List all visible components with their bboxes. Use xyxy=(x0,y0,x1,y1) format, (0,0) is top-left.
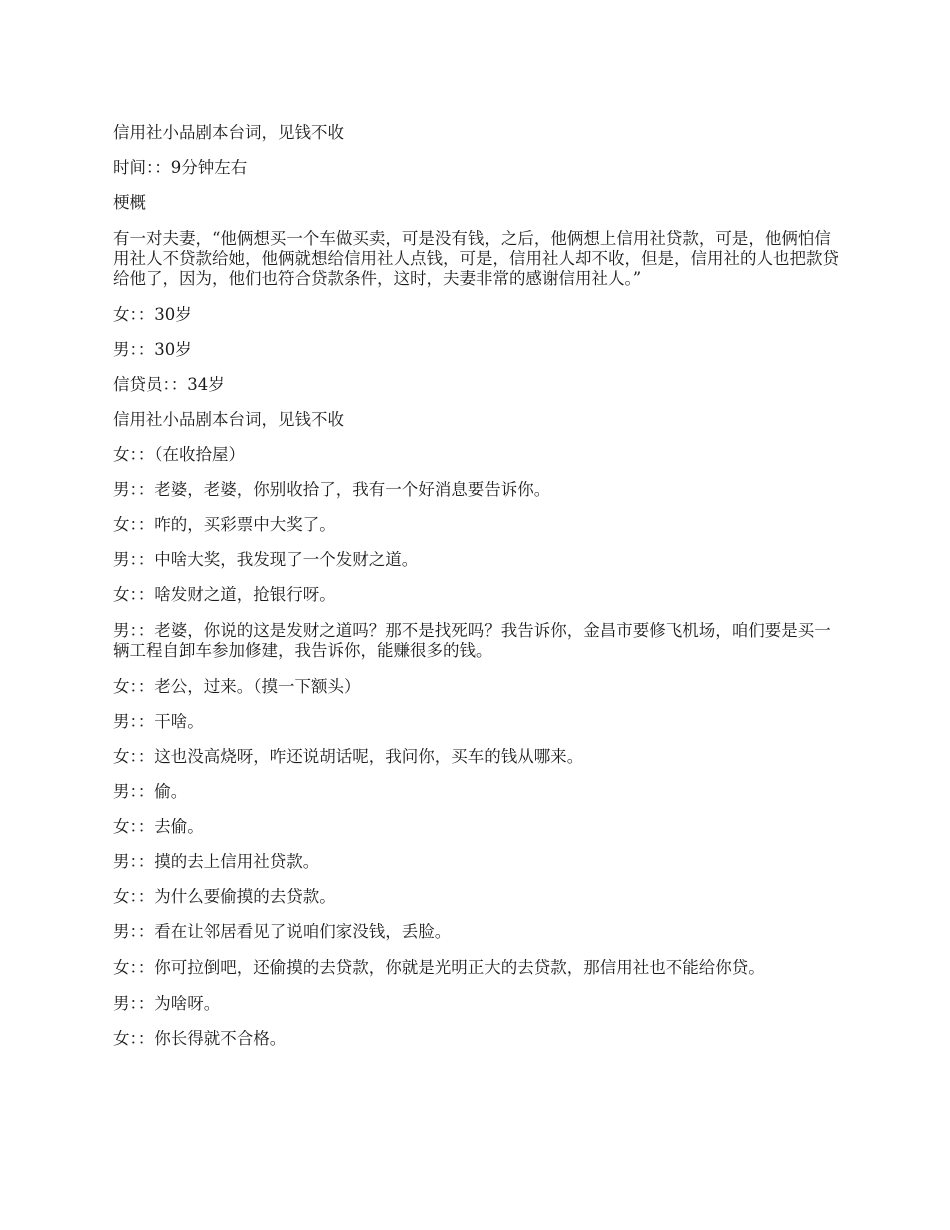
dialogue-line: 男：：老婆，老婆，你别收拾了，我有一个好消息要告诉你。 xyxy=(113,480,551,499)
dialogue-line: 女：：（在收拾屋） xyxy=(113,445,245,464)
dialogue-line: 女：：啥发财之道，抢银行呀。 xyxy=(113,585,336,604)
duration-line: 时间：：9分钟左右 xyxy=(113,158,248,177)
synopsis-text: 有一对夫妻，“他俩想买一个车做买卖，可是没有钱，之后，他俩想上信用社贷款，可是，他俩怕信用社人不贷款给她，他俩就想给信用社人点钱，可是，信用社人却不收，但是，信用社的人也把款贷给他了，因为，他们也符合贷款条件，这时，夫妻非常的感谢信用社人。” xyxy=(113,229,839,288)
dialogue-line: 男：：看在让邻居看见了说咱们家没钱，丢脸。 xyxy=(113,922,452,941)
synopsis-heading: 梗概 xyxy=(113,193,146,212)
dialogue-line: 男：：偷。 xyxy=(113,782,188,801)
cast-loan-officer: 信贷员：：34岁 xyxy=(113,375,225,394)
dialogue-line: 女：：去偷。 xyxy=(113,817,204,836)
dialogue-line: 女：：咋的，买彩票中大奖了。 xyxy=(113,515,336,534)
dialogue-line: 男：：中啥大奖，我发现了一个发财之道。 xyxy=(113,550,419,569)
script-title: 信用社小品剧本台词，见钱不收 xyxy=(113,410,344,429)
cast-woman: 女：：30岁 xyxy=(113,305,192,324)
document-title: 信用社小品剧本台词，见钱不收 xyxy=(113,123,344,142)
dialogue-line: 男：：为啥呀。 xyxy=(113,994,221,1013)
dialogue-line: 女：：你长得就不合格。 xyxy=(113,1029,287,1048)
dialogue-line: 女：：你可拉倒吧，还偷摸的去贷款，你就是光明正大的去贷款，那信用社也不能给你贷。 xyxy=(113,958,765,977)
cast-man: 男：：30岁 xyxy=(113,340,192,359)
dialogue-line: 女：：为什么要偷摸的去贷款。 xyxy=(113,887,336,906)
dialogue-line: 女：：这也没高烧呀，咋还说胡话呢，我问你，买车的钱从哪来。 xyxy=(113,747,584,766)
dialogue-line: 男：：干啥。 xyxy=(113,712,204,731)
dialogue-line: 女：：老公，过来。（摸一下额头） xyxy=(113,677,361,696)
document-page xyxy=(113,124,840,1065)
dialogue-line: 男：：摸的去上信用社贷款。 xyxy=(113,852,320,871)
dialogue-line: 男：：老婆，你说的这是发财之道吗？那不是找死吗？我告诉你，金昌市要修飞机场，咱们要是买一辆工程自卸车参加修建，我告诉你，能赚很多的钱。 xyxy=(113,621,831,660)
